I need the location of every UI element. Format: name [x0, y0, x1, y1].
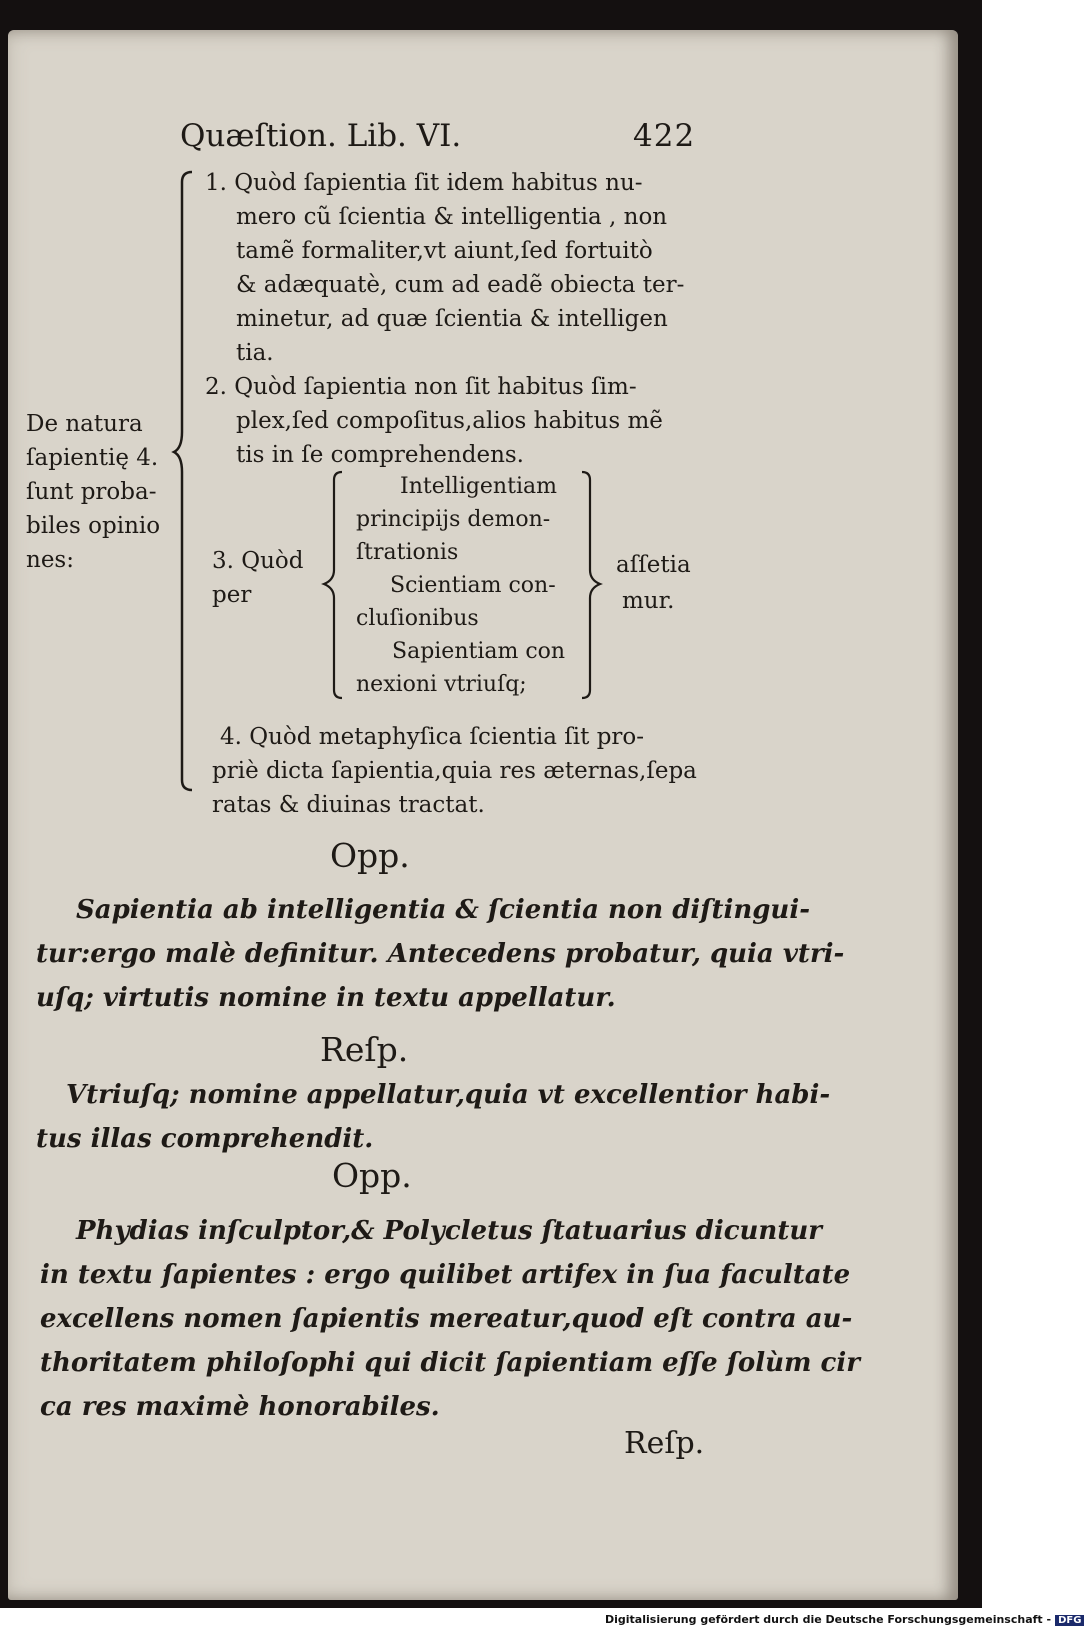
- opinion-3-inner-brace: [318, 470, 348, 705]
- opinion-2-line-2: plex,ſed compoſitus,alios habitus mẽ: [236, 408, 663, 434]
- dfg-logo: DFG: [1055, 1615, 1084, 1626]
- opp-1-line-1: Sapientia ab intelligentia & ſcientia non diſtingui-: [76, 895, 810, 925]
- opinion-1-line-2: mero cũ ſcientia & intelligentia , non: [236, 204, 668, 230]
- opinion-3-right-brace: [578, 470, 608, 705]
- catchword: Reſp.: [624, 1426, 705, 1461]
- margin-note-line-1: De natura: [26, 411, 143, 437]
- opinion-2-line-1: 2. Quòd ſapientia non ſit habitus ſim-: [205, 374, 637, 400]
- opinion-3-right-line-2: mur.: [622, 588, 675, 614]
- digitization-credit: [605, 1613, 1084, 1626]
- opinion-2-line-3: tis in ſe comprehendens.: [236, 442, 524, 468]
- opp-1-line-2: tur:ergo malè definitur. Antecedens probatur, quia vtri-: [36, 939, 845, 969]
- opp-heading-1: Opp.: [330, 836, 410, 875]
- credit-text: Digitalisierung gefördert durch die Deutsche Forschungsgemeinschaft -: [605, 1613, 1052, 1626]
- opp-2-line-3: excellens nomen ſapientis mereatur,quod eſt contra au-: [40, 1304, 853, 1334]
- opinion-4-line-1: 4. Quòd metaphyſica ſcientia ſit pro-: [220, 724, 645, 750]
- resp-heading-1: Reſp.: [320, 1030, 409, 1069]
- opinion-1-line-5: minetur, ad quæ ſcientia & intelligen: [236, 306, 668, 332]
- opp-2-line-2: in textu ſapientes : ergo quilibet artifex in ſua facultate: [40, 1260, 851, 1290]
- opp-2-line-4: thoritatem philoſophi qui dicit ſapientiam eſſe ſolùm cir: [40, 1348, 860, 1378]
- opp-heading-2: Opp.: [332, 1156, 412, 1195]
- opinion-3-inner-line-6: Sapientiam con: [392, 639, 566, 664]
- opinion-3-inner-line-2: principijs demon-: [356, 507, 551, 532]
- opinion-3-inner-line-1: Intelligentiam: [400, 474, 557, 499]
- margin-note-line-2: ſapientię 4.: [26, 445, 159, 471]
- running-header-title: Quæſtion. Lib. VI.: [180, 118, 462, 154]
- opinion-1-line-1: 1. Quòd ſapientia ſit idem habitus nu-: [205, 170, 643, 196]
- margin-note-line-5: nes:: [26, 547, 74, 573]
- opinion-1-line-3: tamẽ formaliter,vt aiunt,ſed fortuitò: [236, 238, 653, 264]
- margin-note-line-3: ſunt proba-: [26, 479, 157, 505]
- opp-2-line-5: ca res maximè honorabiles.: [40, 1392, 440, 1422]
- opinion-1-line-6: tia.: [236, 340, 274, 366]
- opinion-3-label-line-1: 3. Quòd: [212, 548, 304, 574]
- opinion-3-label-line-2: per: [212, 582, 252, 608]
- opinion-3-inner-line-3: ſtrationis: [356, 540, 459, 565]
- opinion-4-line-2: priè dicta ſapientia,quia res æternas,ſepa: [212, 758, 697, 784]
- opinion-3-inner-line-7: nexioni vtriuſq;: [356, 672, 527, 697]
- opp-1-line-3: uſq; virtutis nomine in textu appellatur.: [36, 983, 616, 1013]
- resp-1-line-2: tus illas comprehendit.: [36, 1124, 374, 1154]
- opinion-1-line-4: & adæquatè, cum ad eadẽ obiecta ter-: [236, 272, 685, 298]
- opinion-3-inner-line-5: cluſionibus: [356, 606, 479, 631]
- resp-1-line-1: Vtriuſq; nomine appellatur,quia vt excellentior habi-: [66, 1080, 831, 1110]
- margin-note-line-4: biles opinio: [26, 513, 161, 539]
- opinion-3-right-line-1: aſſetia: [616, 552, 691, 578]
- outer-brace: [170, 168, 210, 808]
- page-number: 422: [633, 118, 696, 154]
- opinion-3-inner-line-4: Scientiam con-: [390, 573, 556, 598]
- opinion-4-line-3: ratas & diuinas tractat.: [212, 792, 485, 818]
- opp-2-line-1: Phydias inſculptor,& Polycletus ſtatuarius dicuntur: [76, 1216, 822, 1246]
